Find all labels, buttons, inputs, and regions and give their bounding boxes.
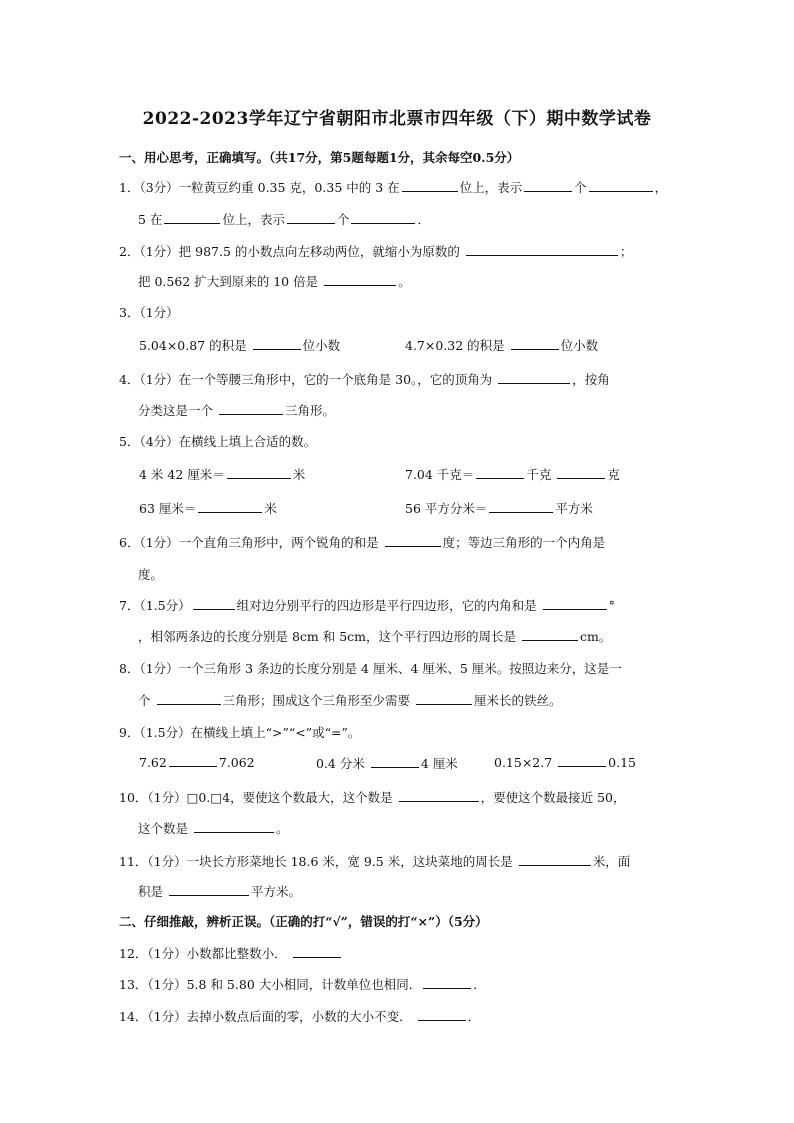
q1-blank-3[interactable]: [589, 179, 653, 192]
q5-text-r1a2: 米: [292, 467, 306, 482]
q1-text-d: ，: [654, 180, 668, 195]
q11-text-d: 平方米。: [251, 884, 302, 899]
question-1-line-2: [138, 210, 430, 228]
question-12-line: [119, 944, 343, 962]
q8-text-c: 三角形；围成这个三角形至少需要: [222, 693, 411, 708]
question-10-line-1: [119, 788, 625, 806]
q5-text-r1b2: 千克: [526, 467, 552, 482]
q4-blank-1[interactable]: [498, 371, 570, 384]
q12-text-a: 12．（1分）小数都比整数小．: [119, 946, 287, 961]
q8-text-d: 厘米长的铁丝。: [474, 693, 562, 708]
q14-text-a: 14．（1分）去掉小数点后面的零，小数的大小不变．: [119, 1009, 412, 1024]
question-5-item-4: [405, 499, 593, 517]
question-7-line-2: [138, 627, 611, 645]
q4-text-a: 4．（1分）在一个等腰三角形中，它的一个底角是 30。，它的顶角为: [119, 372, 493, 387]
q4-text-d: 三角形。: [285, 403, 336, 418]
section-2-heading: 二、仔细推敲，辨析正误。（正确的打“√”，错误的打“×”）（5分）: [119, 914, 488, 929]
q9-text-c2b: 4 厘米: [420, 756, 458, 771]
question-11-line-1: [119, 852, 630, 870]
q1-blank-5[interactable]: [287, 211, 335, 224]
q5-blank-5[interactable]: [489, 500, 553, 513]
question-5-line-1: 5．（4分）在横线上填上合适的数。: [119, 434, 317, 449]
q6-text-a: 6．（1分）一个直角三角形中，两个锐角的和是: [119, 535, 379, 550]
question-3-item-2: [405, 336, 598, 354]
q9-blank-3[interactable]: [558, 754, 606, 767]
q1-text-e: 5 在: [138, 212, 163, 227]
q10-text-a: 10．（1分）□0.□4，要使这个数最大，这个数是: [119, 790, 393, 805]
q5-blank-1[interactable]: [227, 466, 291, 479]
q14-text-b: ．: [467, 1009, 481, 1024]
q3-blank-1[interactable]: [253, 337, 301, 350]
q2-text-a: 2．（1分）把 987.5 的小数点向左移动两位，就缩小为原数的: [119, 244, 460, 259]
q10-blank-2[interactable]: [194, 820, 274, 833]
q12-blank[interactable]: [293, 945, 341, 958]
q10-blank-1[interactable]: [399, 789, 479, 802]
q13-blank[interactable]: [423, 976, 471, 989]
question-6-line-1: [119, 533, 605, 551]
q10-text-d: 。: [276, 821, 289, 836]
q10-text-c: 这个数是: [138, 821, 189, 836]
question-5-item-3: [139, 499, 277, 517]
q7-text-b: 组对边分别平行的四边形是平行四边形，它的内角和是: [236, 598, 537, 613]
q5-blank-3[interactable]: [557, 466, 605, 479]
question-7-line-1: [119, 596, 615, 614]
question-8-line-1: 8．（1分）一个三角形 3 条边的长度分别是 4 厘米、4 厘米、5 厘米。按照边来分，这是一: [119, 661, 622, 676]
q2-text-b: ；: [619, 244, 633, 259]
q7-text-d: ，相邻两条边的长度分别是 8cm 和 5cm，这个平行四边形的周长是: [138, 629, 517, 644]
q7-text-c: °: [608, 598, 615, 613]
q8-blank-1[interactable]: [157, 692, 221, 705]
q4-text-c: 分类这是一个: [138, 403, 214, 418]
question-9-item-2: [316, 754, 458, 772]
question-13-line: [119, 975, 486, 993]
q7-blank-2[interactable]: [543, 597, 607, 610]
q5-text-r1a1: 4 米 42 厘米＝: [139, 467, 225, 482]
q9-text-c1b: 7.062: [218, 755, 255, 770]
question-9-item-3: [494, 754, 636, 770]
question-2-line-1: [119, 242, 632, 260]
q7-blank-1[interactable]: [193, 597, 235, 610]
q2-text-d: 。: [398, 274, 411, 289]
question-10-line-2: [138, 819, 289, 837]
question-4-line-2: [138, 401, 335, 419]
q7-blank-3[interactable]: [522, 628, 578, 641]
page-title: 2022-2023学年辽宁省朝阳市北票市四年级（下）期中数学试卷: [142, 109, 652, 129]
q11-blank-2[interactable]: [169, 883, 249, 896]
q5-text-r2b2: 平方米: [555, 501, 593, 516]
section-1-heading: 一、用心思考，正确填写。（共17分，第5题每题1分，其余每空0.5分）: [119, 150, 520, 165]
q8-text-b: 个: [138, 693, 151, 708]
q14-blank[interactable]: [418, 1008, 466, 1021]
q11-text-c: 积是: [138, 884, 164, 899]
q3-blank-2[interactable]: [511, 337, 559, 350]
q11-blank-1[interactable]: [519, 853, 591, 866]
question-9-line-1: 9．（1.5分）在横线上填上“>”“<”或“=”。: [119, 725, 361, 740]
q11-text-b: 米，面: [592, 854, 631, 869]
q3-text-b2: 位小数: [302, 338, 341, 353]
q1-text-a: 1．（3分）一粒黄豆约重 0.35 克，0.35 中的 3 在: [119, 180, 400, 195]
q1-text-c: 个: [574, 180, 587, 195]
q8-blank-2[interactable]: [416, 692, 472, 705]
q6-text-b: 度；等边三角形的一个内角是: [442, 535, 606, 550]
q5-text-r1b3: 克: [607, 467, 620, 482]
q9-text-c3a: 0.15×2.7: [494, 755, 553, 770]
q5-text-r2b1: 56 平方分米＝: [405, 501, 488, 516]
q5-blank-4[interactable]: [198, 500, 262, 513]
q1-text-b: 位上，表示: [459, 180, 523, 195]
question-3-item-1: [139, 336, 340, 354]
question-5-item-2: [405, 465, 620, 483]
q1-blank-6[interactable]: [351, 211, 415, 224]
q5-text-r1b1: 7.04 千克＝: [405, 467, 475, 482]
question-6-line-2: 度。: [138, 567, 164, 582]
q1-text-f: 位上，表示: [222, 212, 285, 227]
q3-text-c1: 4.7×0.32 的积是: [405, 338, 505, 353]
question-3-line-1: 3．（1分）: [119, 305, 179, 320]
question-2-line-2: [138, 272, 411, 290]
question-11-line-2: [138, 882, 301, 900]
q5-text-r2a2: 米: [264, 501, 277, 516]
question-14-line: [119, 1007, 480, 1025]
q7-text-e: cm。: [580, 629, 612, 644]
q9-text-c2a: 0.4 分米: [316, 756, 365, 771]
q1-blank-4[interactable]: [164, 211, 220, 224]
q3-text-b1: 5.04×0.87 的积是: [139, 338, 247, 353]
question-1-line-1: [119, 178, 667, 196]
q6-blank-1[interactable]: [385, 534, 441, 547]
q13-text-a: 13．（1分）5.8 和 5.80 大小相同，计数单位也相同．: [119, 977, 422, 992]
q2-blank-1[interactable]: [466, 243, 618, 256]
q2-blank-2[interactable]: [324, 273, 396, 286]
q1-text-g: 个: [336, 212, 350, 227]
question-9-item-1: [139, 754, 255, 770]
q10-text-b: ，要使这个数最接近 50，: [480, 790, 626, 805]
q9-blank-2[interactable]: [371, 755, 419, 768]
q9-text-c3b: 0.15: [608, 755, 637, 770]
q1-blank-2[interactable]: [524, 179, 572, 192]
q11-text-a: 11．（1分）一块长方形菜地长 18.6 米，宽 9.5 米，这块菜地的周长是: [119, 854, 513, 869]
q5-text-r2a1: 63 厘米＝: [139, 501, 197, 516]
q1-text-h: ．: [417, 212, 430, 227]
q4-text-b: ，按角: [572, 372, 610, 387]
q5-blank-2[interactable]: [476, 466, 524, 479]
q13-text-b: ．: [473, 977, 486, 992]
q1-blank-1[interactable]: [402, 179, 458, 192]
q9-text-c1a: 7.62: [139, 755, 167, 770]
q2-text-c: 把 0.562 扩大到原来的 10 倍是: [138, 274, 319, 289]
q9-blank-1[interactable]: [169, 754, 217, 767]
question-4-line-1: [119, 370, 610, 388]
q7-text-a: 7．（1.5分）: [119, 598, 191, 613]
question-5-item-1: [139, 465, 305, 483]
q4-blank-2[interactable]: [219, 402, 283, 415]
q3-text-c2: 位小数: [560, 338, 599, 353]
question-8-line-2: [138, 691, 562, 709]
